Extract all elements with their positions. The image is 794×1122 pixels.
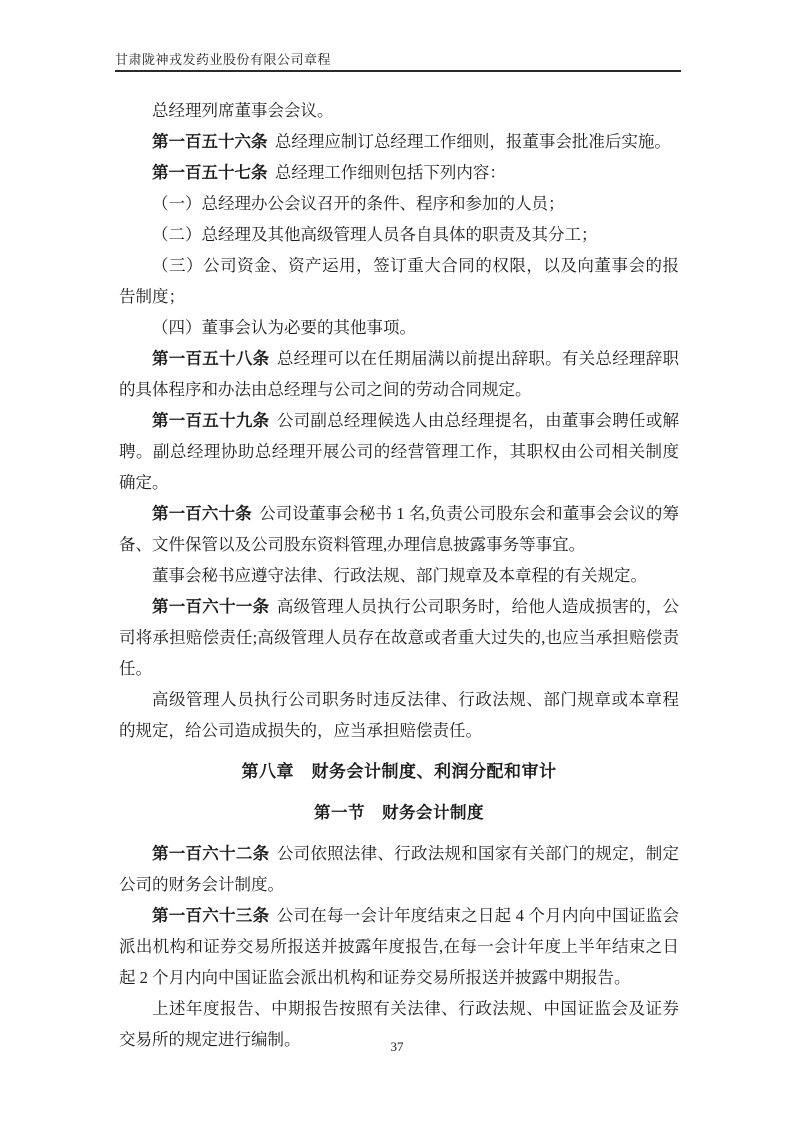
paragraph: 第一百五十六条 总经理应制订总经理工作细则，报董事会批准后实施。 bbox=[152, 132, 671, 151]
paragraph: 高级管理人员执行公司职务时违反法律、行政法规、部门规章或本章程的规定，给公司造成损失的，应当承担赔偿责任。 bbox=[119, 690, 679, 740]
paragraph: 总经理列席董事会会议。 bbox=[152, 101, 334, 120]
paragraph: （二）总经理及其他高级管理人员各自具体的职责及其分工； bbox=[152, 225, 598, 244]
paragraph: 第一百五十七条 总经理工作细则包括下列内容： bbox=[152, 163, 506, 182]
paragraph: （四）董事会认为必要的其他事项。 bbox=[152, 318, 416, 337]
article-number: 第一百六十条 bbox=[152, 504, 252, 523]
section-heading: 第一节 财务会计制度 bbox=[314, 803, 484, 822]
paragraph: 第一百五十九条 公司副总经理候选人由总经理提名，由董事会聘任或解聘。副总经理协助总经理开展公司的经营管理工作，其职权由公司相关制度确定。 bbox=[119, 411, 680, 492]
paragraph: 第一百六十条 公司设董事会秘书 1 名,负责公司股东会和董事会会议的筹备、文件保管以及公司股东资料管理,办理信息披露事务等事宜。 bbox=[119, 504, 680, 554]
paragraph: 第一百六十一条 高级管理人员执行公司职务时，给他人造成损害的，公司将承担赔偿责任;高级管理人员存在故意或者重大过失的,也应当承担赔偿责任。 bbox=[119, 597, 680, 678]
header-rule bbox=[115, 70, 681, 72]
paragraph: 第一百六十二条 公司依照法律、行政法规和国家有关部门的规定，制定公司的财务会计制度。 bbox=[119, 844, 680, 894]
page-number: 37 bbox=[390, 1039, 404, 1054]
article-number: 第一百五十七条 bbox=[152, 163, 268, 182]
paragraph: 上述年度报告、中期报告按照有关法律、行政法规、中国证监会及证券交易所的规定进行编制。 bbox=[119, 999, 679, 1049]
paragraph: 第一百六十三条 公司在每一会计年度结束之日起 4 个月内向中国证监会派出机构和证券交易所报送并披露年度报告,在每一会计年度上半年结束之日起 2 个月内向中国证监会派出机构和证券交易所报送并披露中期报告。 bbox=[119, 906, 680, 987]
article-number: 第一百五十九条 bbox=[152, 411, 270, 430]
article-number: 第一百六十二条 bbox=[152, 844, 270, 863]
paragraph: （三）公司资金、资产运用，签订重大合同的权限，以及向董事会的报告制度； bbox=[119, 256, 679, 306]
article-number: 第一百六十一条 bbox=[152, 597, 270, 616]
paragraph: 第一百五十八条 总经理可以在任期届满以前提出辞职。有关总经理辞职的具体程序和办法由总经理与公司之间的劳动合同规定。 bbox=[119, 349, 680, 399]
article-number: 第一百六十三条 bbox=[152, 906, 270, 925]
header-title: 甘肃陇神戎发药业股份有限公司章程 bbox=[115, 52, 332, 67]
article-number: 第一百五十八条 bbox=[152, 349, 270, 368]
paragraph: （一）总经理办公会议召开的条件、程序和参加的人员； bbox=[152, 194, 565, 213]
page-header bbox=[115, 52, 681, 72]
document-body bbox=[119, 95, 679, 1055]
chapter-heading: 第八章 财务会计制度、利润分配和审计 bbox=[241, 762, 557, 781]
article-number: 第一百五十六条 bbox=[152, 132, 268, 151]
paragraph: 董事会秘书应遵守法律、行政法规、部门规章及本章程的有关规定。 bbox=[152, 566, 647, 585]
